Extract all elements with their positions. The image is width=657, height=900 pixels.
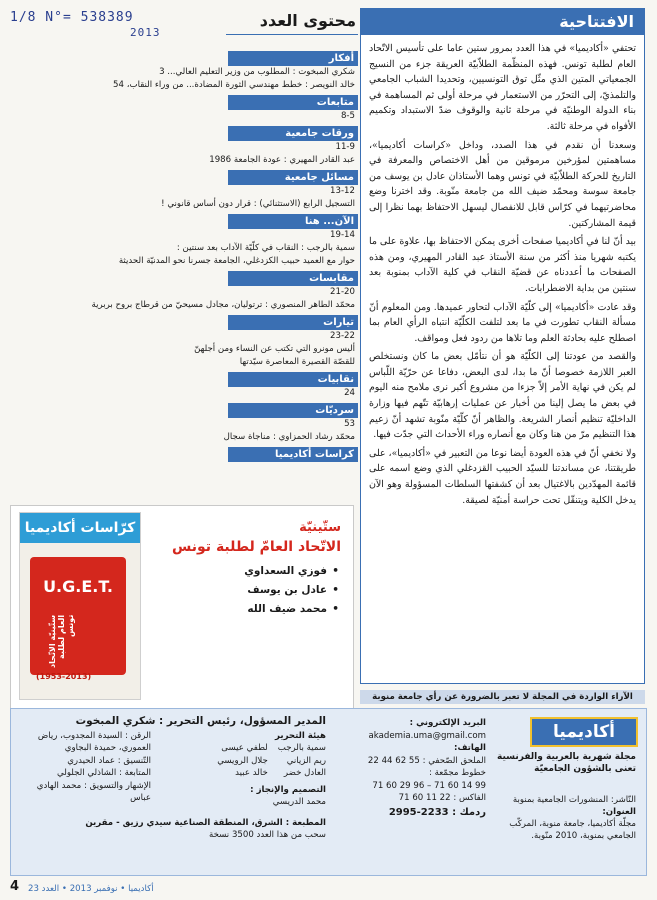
staff-role: الرقن : السيدة المجدوب، رياض العموري، حميدة البجاوي xyxy=(37,730,151,753)
book-cover-header: كرّاسات أكاديميا xyxy=(20,513,140,543)
toc-section-label: مقابسات xyxy=(228,271,358,286)
cover-headline: ستّينيّة xyxy=(299,520,341,535)
board-member: ريم الزياني xyxy=(286,755,326,766)
akademia-logo: أكاديميا xyxy=(530,717,638,747)
issue-info: أكاديميا • نوفمبر 2013 • العدد 23 xyxy=(28,884,154,894)
toc-entry: 53 xyxy=(344,419,355,429)
toc-title: محتوى العدد xyxy=(226,8,358,35)
staff-role: الإشهار والتسويق : محمد الهادي عباس xyxy=(36,780,151,803)
table-of-contents xyxy=(12,8,358,462)
editorial-title: الافتتاحية xyxy=(361,9,644,35)
lines-label: خطوط مجمّعة : xyxy=(429,768,486,778)
toc-entry: شكري المبخوت : المطلوب من وزير التعليم العالي... 3 xyxy=(159,67,355,77)
issn-number: 2995-2233 xyxy=(388,806,449,818)
toc-section-label: سرديّات xyxy=(228,403,358,418)
toc-entry: للقصّة القصيرة المعاصرة سيّدتها xyxy=(239,357,355,367)
editorial-paragraph: وقد عادت «أكاديميا» إلى كلّيّة الآداب لتحاور عميدها. ومن المعلوم أنّ مسألة النقاب تطورت في ما بعد لتلفت الكلّيّة انتباه الرأي العام بما اصطلح عليه بحادثة العلم وما تلاها من ردود فعل ومواقف. xyxy=(369,301,636,344)
print-run: سحب من هذا العدد 3500 نسخة xyxy=(208,830,326,840)
staff-role: التّنسيق : عماد الحيدري xyxy=(67,755,151,766)
book-cover-vertical-title: ستّينيّة الاتّحاد العام لطلبة تونس xyxy=(48,615,75,669)
masthead-staff xyxy=(21,715,326,842)
toc-entry: 19-14 xyxy=(330,230,355,240)
email-label: البريد الإلكتروني : xyxy=(409,718,486,728)
board-member: خالد عبيد xyxy=(235,768,268,778)
toc-section-university-papers xyxy=(12,126,358,167)
masthead-publisher xyxy=(496,794,636,842)
book-cover-logo: U.G.E.T. xyxy=(43,577,113,596)
address-label: العنوان: xyxy=(602,807,636,817)
toc-section-interviews xyxy=(12,271,358,312)
issn-label: ردمك : xyxy=(452,806,486,818)
toc-section-university-issues xyxy=(12,170,358,211)
printer-line: المطبعة : الشرق، المنطقة الصناعية سيدي رزيق - مقرين xyxy=(85,817,326,828)
staff-role: المتابعة : الشاذلي الجلولي xyxy=(57,768,151,778)
board-member: العادل خضر xyxy=(283,768,326,778)
phone-label: الهاتف: xyxy=(454,743,486,753)
toc-section-label: أفكار xyxy=(228,51,358,66)
board-member: لطفي عيسى xyxy=(221,743,268,753)
cover-author: • محمد ضيف الله xyxy=(141,603,341,615)
toc-entry: أليس مونرو التي تكتب عن النساء ومن أجلهنّ xyxy=(194,344,355,354)
toc-entry: محمّد رشاد الحمزاوي : مناجاة سجال xyxy=(223,432,355,442)
toc-section-label: كراسات أكاديميا xyxy=(228,447,358,462)
disclaimer-bar: الآراء الواردة في المجلة لا تعبر بالضرورة عن رأي جامعة منوبة xyxy=(360,690,645,704)
handwritten-note: 1/8 N°= 538389 2013 xyxy=(10,10,161,39)
email-link[interactable]: akademia.uma@gmail.com xyxy=(368,730,486,741)
fax-label: الفاكس : xyxy=(453,793,486,803)
toc-section-unions xyxy=(12,372,358,400)
toc-section-label: نقابيات xyxy=(228,372,358,387)
book-cover-image xyxy=(19,512,141,700)
toc-section-notebooks xyxy=(12,447,358,462)
lines-phone: 71 60 29 96 – 71 60 14 99 xyxy=(372,780,486,791)
toc-entry: 8-5 xyxy=(340,111,355,121)
toc-section-now-here xyxy=(12,214,358,268)
toc-entry: 21-20 xyxy=(330,287,355,297)
cover-author: • عادل بن يوسف xyxy=(141,584,341,596)
masthead-contact xyxy=(336,717,486,819)
toc-section-narratives xyxy=(12,403,358,444)
fax-number: 71 60 11 22 xyxy=(398,793,451,803)
editorial-paragraph: ولا نخفي أنّ في هذه العودة أيضا نوعا من التعبير في «أكاديميا»، على طريقتنا، عن مساندتنا للسيّد الحبيب القزدغلي الذي وضع اسمه على قائمة المهدّدين بالاغتيال بعد أن كشفتها السلطات المسؤولة وهو الآن يدخل الكلية ويتنقّل تحت حراسة أمنيّة لصيقة. xyxy=(369,447,636,506)
press-phone: 22 44 62 55 xyxy=(367,755,420,766)
toc-entry: 24 xyxy=(344,388,355,398)
toc-section-label: متابعات xyxy=(228,95,358,110)
page-number: 4 xyxy=(10,879,20,894)
toc-entry: سمية بالرجب : النقاب في كلّيّة الآداب بعد سنتين : xyxy=(176,243,355,253)
cover-title: الاتّحاد العامّ لطلبة تونس xyxy=(171,539,341,555)
editorial-paragraph: وسعدنا أن نقدم في هذا الصدد، وداخل «كراسات أكاديميا»، مساهمتين لمؤرخين مرموقين من أهل الاختصاص والمعرفة في التاريخ للحركة الطلاّبيّة في تونس وهما الأستاذان عادل بن يوسف من جامعة سوسة ومحمّد ضيف الله من جامعة منّوبة. وقد اخترنا وضع محاضرتيهما في كرّاس قابل للانفصال ليسهل الاحتفاظ بهما نظرا إلى قيمة المشاركتين. xyxy=(369,139,636,229)
editorial-body xyxy=(361,35,644,508)
notebook-cover-card xyxy=(10,505,354,711)
book-cover-years: (1953-2013) xyxy=(36,672,92,681)
toc-section-currents xyxy=(12,315,358,369)
press-label: الملحق الصّحفي : xyxy=(422,755,486,766)
toc-entry: 13-12 xyxy=(330,186,355,196)
design-label: التصميم والإنجاز : xyxy=(250,784,326,795)
toc-entry: حوار مع العميد حبيب الكزدغلي، الجامعة جسرنا نحو المدنيّة الحديثة xyxy=(118,256,355,266)
toc-entry: التسجيل الرابع (الاستثنائي) : قرار دون أساس قانوني ! xyxy=(161,199,355,209)
toc-entry: عبد القادر المهيري : عودة الجامعة 1986 xyxy=(209,155,355,165)
toc-section-label: تيارات xyxy=(228,315,358,330)
editorial-box xyxy=(360,8,645,684)
toc-entry: محمّد الطاهر المنصوري : ترتوليان، مجادل مسيحيّ من قرطاج بروح بربرية xyxy=(91,300,355,310)
editorial-paragraph: والقصد من عودتنا إلى الكلّيّة هو أن نتأمّل بعض ما كان ونستخلص العبر اللازمة خصوصا أنّ ما بدا، لدى البعض، دفاعا عن حرّيّة اللّباس لم يكن في نهاية الأمر إلاّ جزءا من مشروع أكبر نرى ملامح منه اليوم في بعض ما يصل إلينا من أخبار عن عمليات إرهابيّة تتّهم فيها وزارة الداخليّة تنظيم أنصار الشريعة. والظاهر أنّ كلّيّة منّوبة تشهد أنّ زعيم هذا التنظيم مرّ من هنا وكان مع أنصاره وراء الأحداث التي جدّت فيها. xyxy=(369,351,636,441)
toc-section-followups xyxy=(12,95,358,123)
toc-section-label: ورقات جامعية xyxy=(228,126,358,141)
editorial-paragraph: بيد أنّ لنا في أكاديميا صفحات أخرى يمكن الاحتفاظ بها، علاوة على ما يكتبه شهريا منذ أكثر من سنة الأستاذ عبد القادر المهيري، ومن هذه الصفحات ما أعددناه عن قضيّة النقاب في كلية الآداب بمنوبة بعد سنتين من بداية الاضطرابات. xyxy=(369,236,636,294)
toc-section-label: مسائل جامعية xyxy=(228,170,358,185)
toc-entry: خالد النويصر : خطط مهندسي الثورة المضادة... من وراء النقاب، 54 xyxy=(113,80,355,90)
toc-section-label: الآن... هنا xyxy=(228,214,358,229)
publisher-line: النّاشر: المنشورات الجامعية بمنوبة xyxy=(512,795,636,805)
board-member: جلال الرويسي xyxy=(217,755,268,766)
masthead-box xyxy=(10,708,647,876)
book-cover-emblem xyxy=(30,557,126,675)
designer-name: محمد الدريسي xyxy=(272,797,326,807)
cover-text xyxy=(141,520,341,615)
toc-section-ideas xyxy=(12,51,358,92)
board-member: سمية بالرجب xyxy=(277,743,326,753)
masthead-tagline: مجلة شهرية بالعربية والفرنسية تعنى بالشؤون الجامعيّة xyxy=(497,752,636,774)
toc-entry: 23-22 xyxy=(330,331,355,341)
toc-entry: 11-9 xyxy=(335,142,355,152)
address-value: مجلّة أكاديميا، جامعة منوبة، المركّب الجامعي بمنوبة، 2010 منّوبة. xyxy=(509,819,636,841)
page-footer xyxy=(10,879,645,896)
board-label: هيئة التحرير xyxy=(275,730,326,741)
director-line: المدير المسؤول، رئيس التحرير : شكري المبخوت xyxy=(75,715,326,727)
editorial-paragraph: تحتفي «أكاديميا» في هذا العدد بمرور ستين عاما على تأسيس الاتّحاد العام لطلبة تونس. فهذه المنظّمة الطلاّبيّة العريقة جزء من النسيج الجمعياتي المتين الذي مثّل توق التونسيين، وتحديدا الشباب الجامعي والتلمذيّ، إلى التحرّر من الاستعمار في مرحلة أولى ثم المساهمة في بناء الدولة الوطنيّة في مرحلة ثانية والوقوف ضدّ الاستبداد وتكميم الأفواه في مرحلة ثالثة. xyxy=(369,43,636,132)
cover-author: • فوزي السعداوي xyxy=(141,565,341,577)
